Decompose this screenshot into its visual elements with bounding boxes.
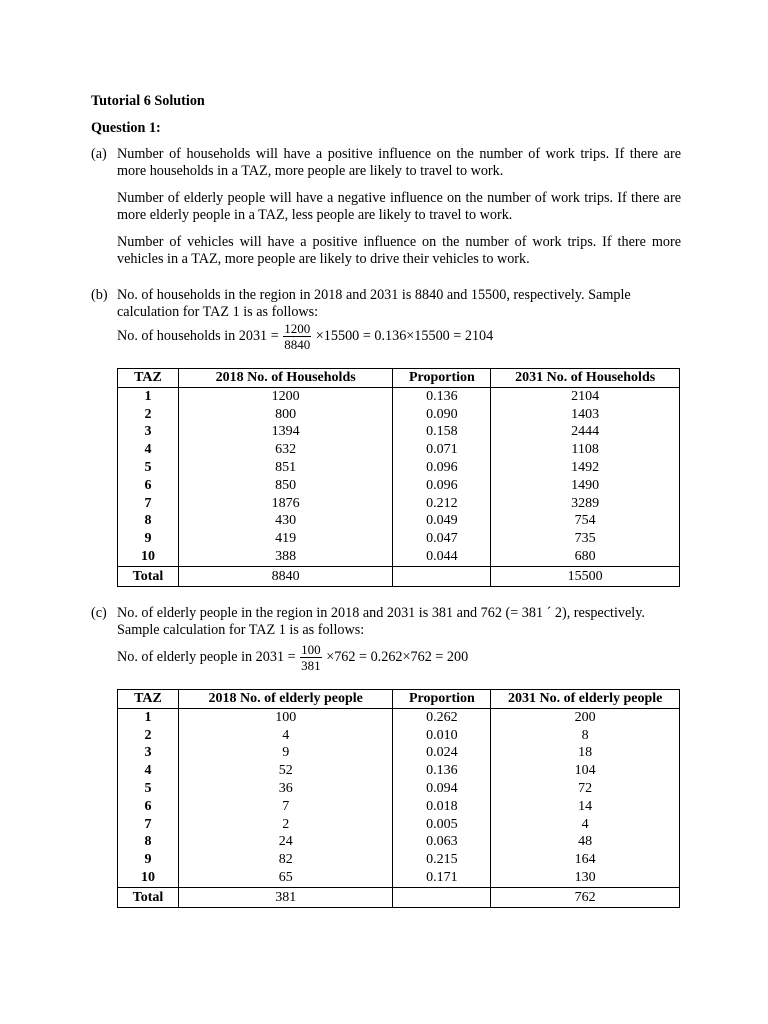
total-cell: 8840 bbox=[178, 566, 393, 586]
table-cell: 851 bbox=[178, 459, 393, 477]
calc-denominator: 8840 bbox=[284, 337, 311, 352]
table-row bbox=[118, 780, 680, 798]
table-row bbox=[118, 441, 680, 459]
table-cell: 1394 bbox=[178, 423, 393, 441]
table-row bbox=[118, 833, 680, 851]
total-row bbox=[118, 887, 680, 907]
part-a-paragraph: Number of vehicles will have a positive influence on the number of work trips. If there more vehicles in a TAZ, more people are likely to drive their vehicles to work. bbox=[117, 234, 681, 267]
table-cell: 2 bbox=[118, 727, 179, 745]
table-row bbox=[118, 727, 680, 745]
table-cell: 24 bbox=[178, 833, 393, 851]
part-b-label: (b) bbox=[91, 287, 108, 303]
table-cell: 0.262 bbox=[393, 708, 491, 726]
table-cell: 2104 bbox=[491, 387, 680, 405]
table-cell: 800 bbox=[178, 406, 393, 424]
table-cell: 72 bbox=[491, 780, 680, 798]
table-cell: 0.158 bbox=[393, 423, 491, 441]
part-a-paragraph: Number of elderly people will have a negative influence on the number of work trips. If there are more elderly people in a TAZ, less people are likely to travel to work. bbox=[117, 190, 681, 223]
table-cell: 7 bbox=[178, 798, 393, 816]
elderly-table bbox=[117, 689, 680, 908]
calc-fraction bbox=[283, 321, 311, 352]
question-heading: Question 1: bbox=[91, 120, 161, 136]
table-cell: 0.044 bbox=[393, 548, 491, 566]
document-title: Tutorial 6 Solution bbox=[91, 93, 205, 109]
table-row bbox=[118, 816, 680, 834]
table-cell: 36 bbox=[178, 780, 393, 798]
part-c-label: (c) bbox=[91, 605, 107, 621]
table-cell: 6 bbox=[118, 477, 179, 495]
table-row bbox=[118, 869, 680, 887]
total-cell bbox=[393, 887, 491, 907]
calc-numerator: 100 bbox=[301, 642, 321, 657]
table-cell: 1876 bbox=[178, 495, 393, 513]
table-cell: 6 bbox=[118, 798, 179, 816]
table-row bbox=[118, 762, 680, 780]
table-cell: 7 bbox=[118, 816, 179, 834]
calc-rhs: ×762 = 0.262×762 = 200 bbox=[326, 649, 469, 665]
table-cell: 14 bbox=[491, 798, 680, 816]
table-cell: 104 bbox=[491, 762, 680, 780]
part-c-calculation bbox=[117, 642, 468, 673]
table-cell: 0.049 bbox=[393, 512, 491, 530]
table-row bbox=[118, 512, 680, 530]
table-row bbox=[118, 423, 680, 441]
table-cell: 632 bbox=[178, 441, 393, 459]
table-cell: 10 bbox=[118, 869, 179, 887]
table-cell: 10 bbox=[118, 548, 179, 566]
column-header: TAZ bbox=[118, 690, 179, 709]
total-cell: 381 bbox=[178, 887, 393, 907]
table-cell: 850 bbox=[178, 477, 393, 495]
table-row bbox=[118, 459, 680, 477]
table-cell: 18 bbox=[491, 744, 680, 762]
column-header: 2031 No. of elderly people bbox=[491, 690, 680, 709]
column-header: 2031 No. of Households bbox=[491, 369, 680, 388]
table-cell: 1108 bbox=[491, 441, 680, 459]
table-cell: 680 bbox=[491, 548, 680, 566]
total-cell: 762 bbox=[491, 887, 680, 907]
calc-numerator: 1200 bbox=[284, 321, 311, 336]
table-cell: 430 bbox=[178, 512, 393, 530]
table-cell: 9 bbox=[118, 851, 179, 869]
calc-lhs: No. of households in 2031 = bbox=[117, 328, 279, 344]
calc-denominator: 381 bbox=[301, 658, 321, 673]
table-cell: 0.047 bbox=[393, 530, 491, 548]
table-cell: 754 bbox=[491, 512, 680, 530]
table-cell: 9 bbox=[118, 530, 179, 548]
table-cell: 0.136 bbox=[393, 762, 491, 780]
table-cell: 3 bbox=[118, 423, 179, 441]
table-cell: 0.171 bbox=[393, 869, 491, 887]
table-cell: 4 bbox=[118, 441, 179, 459]
calc-lhs: No. of elderly people in 2031 = bbox=[117, 649, 296, 665]
table-cell: 0.063 bbox=[393, 833, 491, 851]
table-cell: 3289 bbox=[491, 495, 680, 513]
table-cell: 0.024 bbox=[393, 744, 491, 762]
part-b-calculation bbox=[117, 321, 493, 352]
table-cell: 0.096 bbox=[393, 477, 491, 495]
table-cell: 4 bbox=[491, 816, 680, 834]
table-cell: 419 bbox=[178, 530, 393, 548]
table-cell: 9 bbox=[178, 744, 393, 762]
table-row bbox=[118, 744, 680, 762]
table-cell: 4 bbox=[118, 762, 179, 780]
table-cell: 1 bbox=[118, 708, 179, 726]
table-cell: 130 bbox=[491, 869, 680, 887]
table-cell: 8 bbox=[118, 833, 179, 851]
column-header: Proportion bbox=[393, 690, 491, 709]
households-table bbox=[117, 368, 680, 587]
table-row bbox=[118, 530, 680, 548]
table-cell: 0.090 bbox=[393, 406, 491, 424]
table-cell: 735 bbox=[491, 530, 680, 548]
table-row bbox=[118, 798, 680, 816]
table-cell: 65 bbox=[178, 869, 393, 887]
table-header-row bbox=[118, 369, 680, 388]
table-cell: 52 bbox=[178, 762, 393, 780]
calc-fraction bbox=[300, 642, 322, 673]
table-cell: 388 bbox=[178, 548, 393, 566]
table-row bbox=[118, 477, 680, 495]
total-cell: 15500 bbox=[491, 566, 680, 586]
calc-rhs: ×15500 = 0.136×15500 = 2104 bbox=[315, 328, 494, 344]
table-cell: 0.010 bbox=[393, 727, 491, 745]
table-cell: 1403 bbox=[491, 406, 680, 424]
column-header: 2018 No. of elderly people bbox=[178, 690, 393, 709]
total-row bbox=[118, 566, 680, 586]
table-cell: 164 bbox=[491, 851, 680, 869]
table-cell: 0.071 bbox=[393, 441, 491, 459]
table-cell: 1200 bbox=[178, 387, 393, 405]
part-a bbox=[91, 146, 681, 278]
table-cell: 200 bbox=[491, 708, 680, 726]
total-cell: Total bbox=[118, 566, 179, 586]
table-cell: 3 bbox=[118, 744, 179, 762]
total-cell bbox=[393, 566, 491, 586]
table-cell: 0.018 bbox=[393, 798, 491, 816]
table-row bbox=[118, 708, 680, 726]
table-cell: 0.215 bbox=[393, 851, 491, 869]
column-header: Proportion bbox=[393, 369, 491, 388]
table-cell: 1492 bbox=[491, 459, 680, 477]
table-cell: 48 bbox=[491, 833, 680, 851]
table-cell: 100 bbox=[178, 708, 393, 726]
table-cell: 8 bbox=[491, 727, 680, 745]
table-row bbox=[118, 406, 680, 424]
table-row bbox=[118, 495, 680, 513]
table-cell: 2444 bbox=[491, 423, 680, 441]
table-cell: 4 bbox=[178, 727, 393, 745]
table-cell: 5 bbox=[118, 780, 179, 798]
total-cell: Total bbox=[118, 887, 179, 907]
part-a-label: (a) bbox=[91, 146, 107, 162]
part-a-paragraph: Number of households will have a positive influence on the number of work trips. If there are more households in a TAZ, more people are likely to travel to work. bbox=[117, 146, 681, 179]
table-cell: 0.005 bbox=[393, 816, 491, 834]
table-cell: 1 bbox=[118, 387, 179, 405]
table-cell: 1490 bbox=[491, 477, 680, 495]
column-header: 2018 No. of Households bbox=[178, 369, 393, 388]
table-cell: 0.096 bbox=[393, 459, 491, 477]
table-cell: 8 bbox=[118, 512, 179, 530]
table-cell: 0.212 bbox=[393, 495, 491, 513]
column-header: TAZ bbox=[118, 369, 179, 388]
table-cell: 0.094 bbox=[393, 780, 491, 798]
table-header-row bbox=[118, 690, 680, 709]
part-b-text: No. of households in the region in 2018 and 2031 is 8840 and 15500, respectively. Sample calculation for TAZ 1 is as follows: bbox=[117, 287, 631, 320]
table-cell: 82 bbox=[178, 851, 393, 869]
table-cell: 2 bbox=[178, 816, 393, 834]
table-cell: 7 bbox=[118, 495, 179, 513]
table-row bbox=[118, 387, 680, 405]
table-cell: 0.136 bbox=[393, 387, 491, 405]
table-row bbox=[118, 548, 680, 566]
table-row bbox=[118, 851, 680, 869]
table-cell: 5 bbox=[118, 459, 179, 477]
table-cell: 2 bbox=[118, 406, 179, 424]
part-c-text: No. of elderly people in the region in 2018 and 2031 is 381 and 762 (= 381 ´ 2), respectively. Sample calculation for TAZ 1 is as follows: bbox=[117, 605, 645, 638]
